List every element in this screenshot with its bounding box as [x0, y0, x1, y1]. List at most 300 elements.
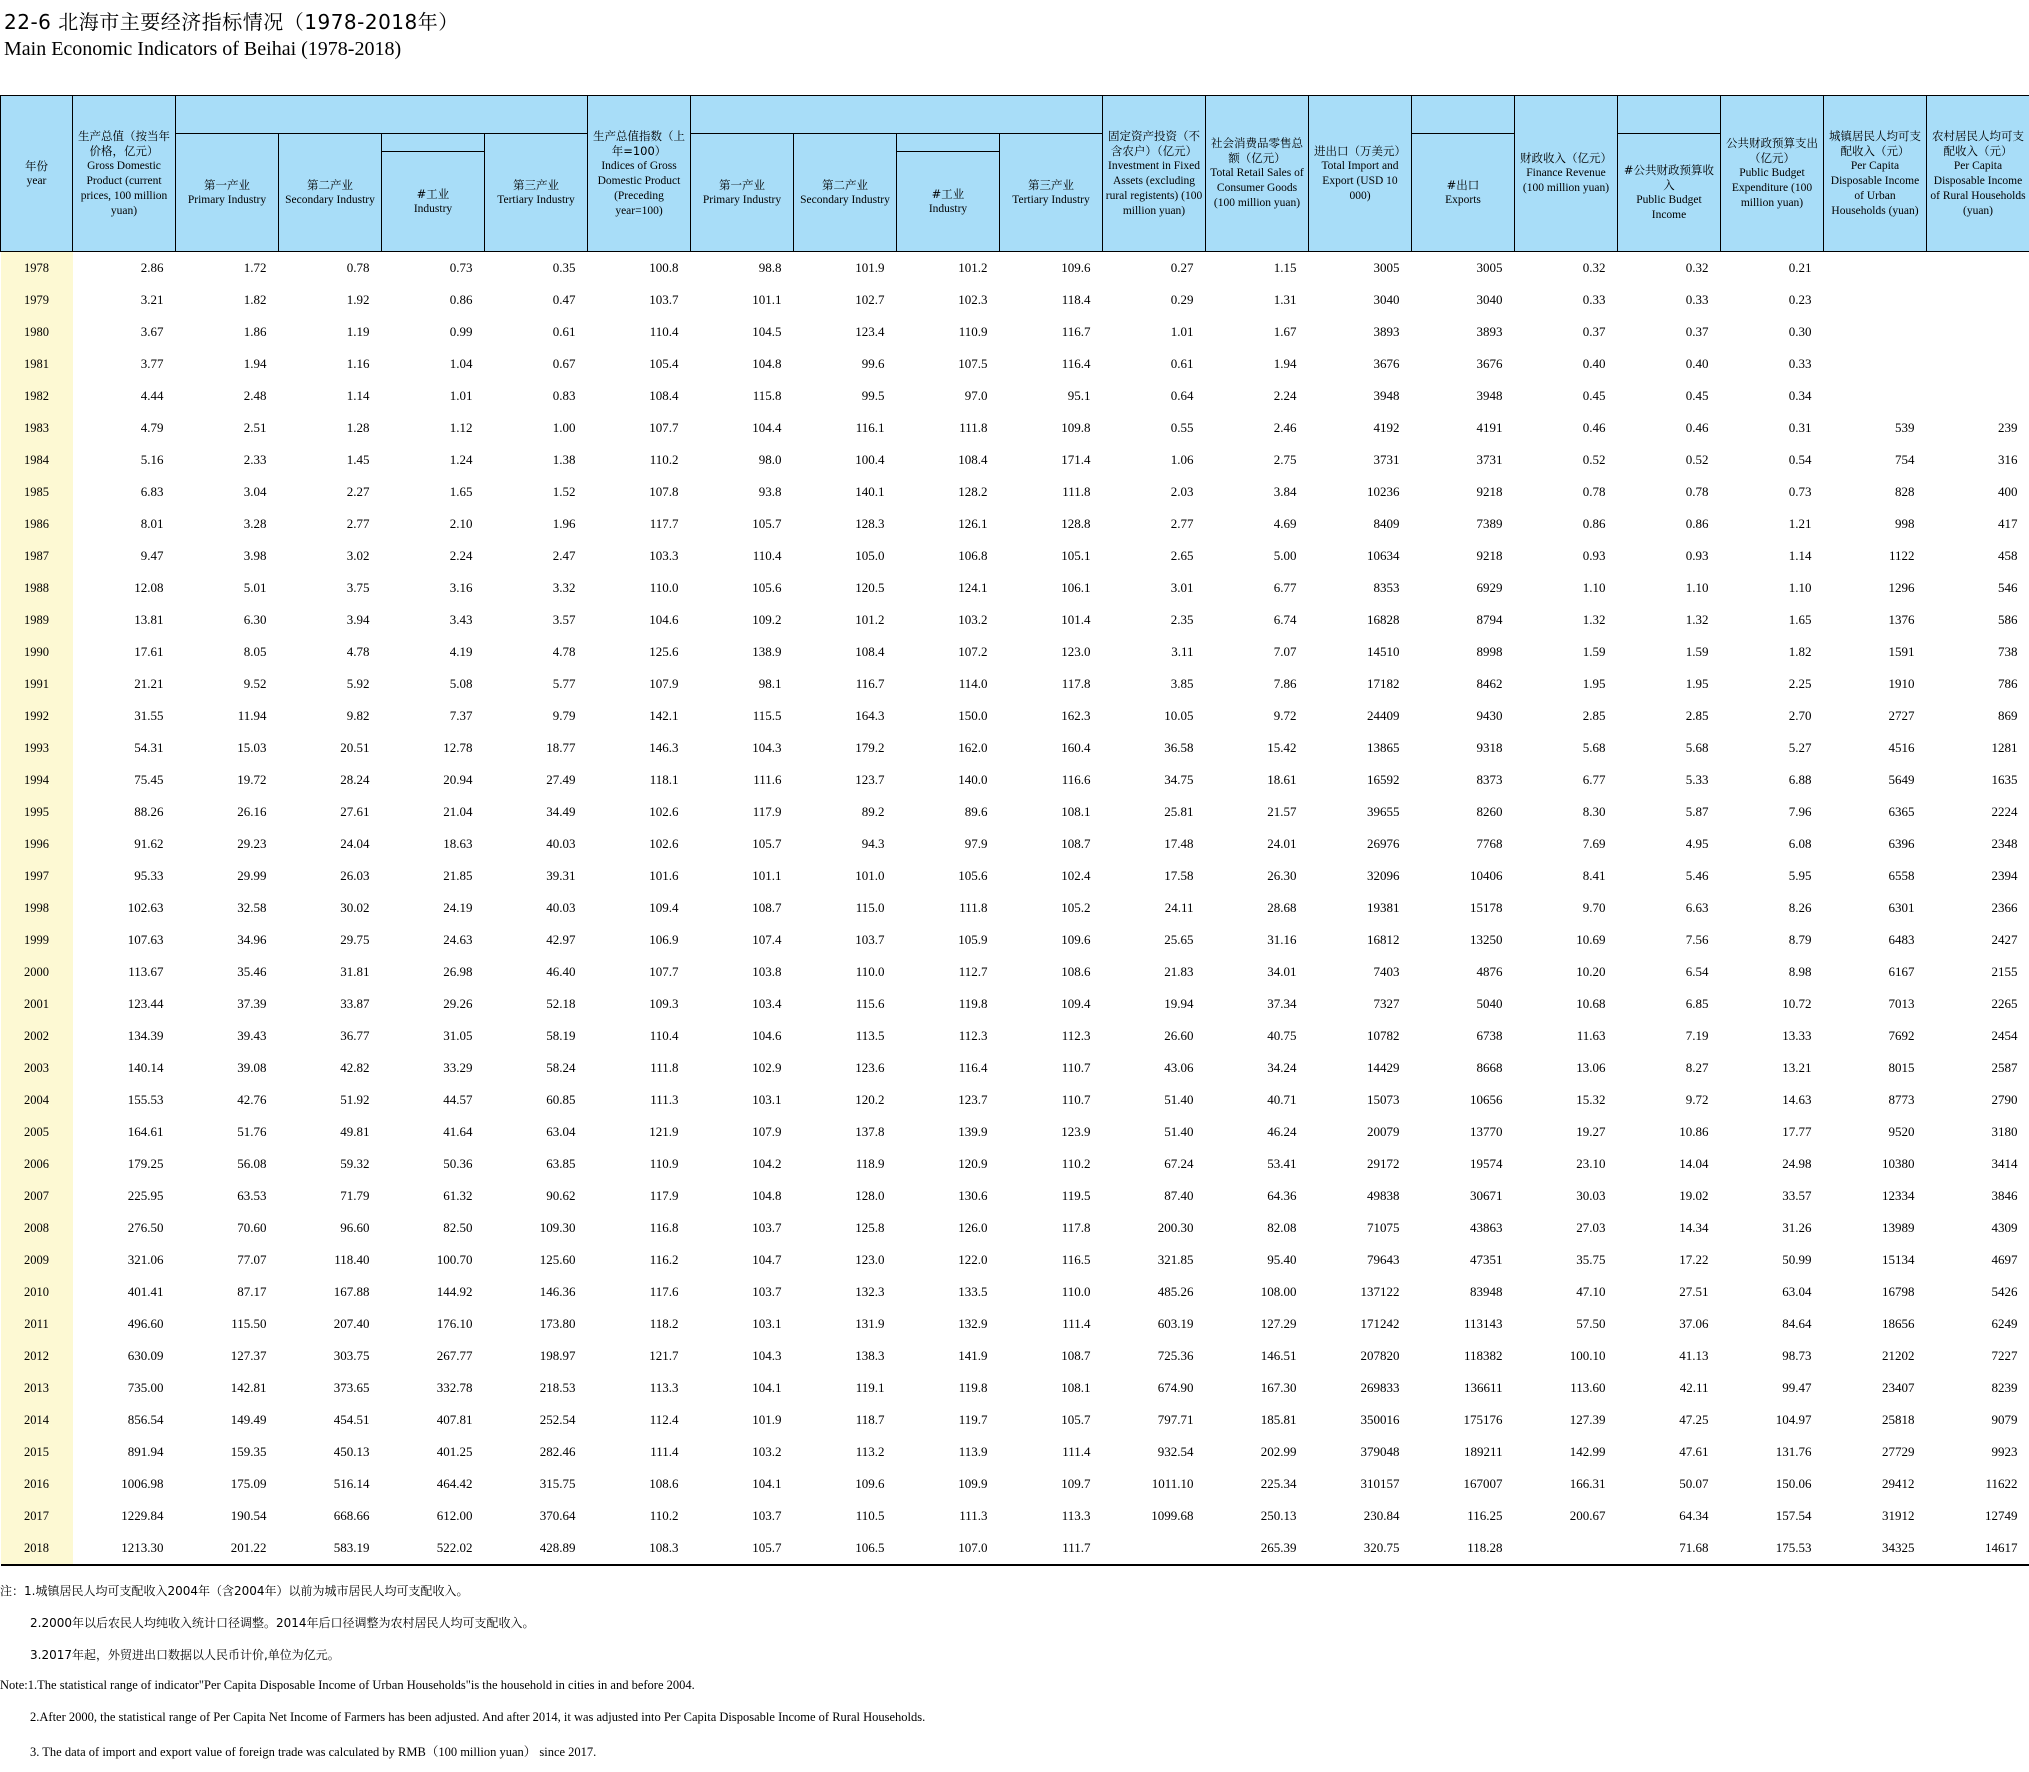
value-cell: 13989 [1882, 1220, 1915, 1235]
value-cell: 105.0 [855, 548, 885, 563]
value-cell: 7327 [1373, 996, 1400, 1011]
table-row [1, 1148, 2029, 1180]
value-cell: 171.4 [1061, 452, 1091, 467]
value-cell: 105.7 [752, 836, 782, 851]
value-cell: 0.61 [552, 324, 576, 339]
note-cn-3: 3.2017年起，外贸进出口数据以人民币计价,单位为亿元。 [30, 1648, 340, 1662]
value-cell: 119.7 [958, 1412, 988, 1427]
value-cell: 3.77 [140, 356, 164, 371]
value-cell: 26.60 [1164, 1028, 1194, 1043]
value-cell: 4.79 [140, 420, 164, 435]
value-cell: 84.64 [1782, 1316, 1812, 1331]
value-cell: 98.73 [1782, 1348, 1812, 1363]
value-cell: 2790 [1991, 1092, 2018, 1107]
value-cell: 8.98 [1788, 964, 1812, 979]
value-cell: 5.00 [1273, 548, 1297, 563]
value-cell: 63.04 [1782, 1284, 1812, 1299]
value-cell: 0.33 [1788, 356, 1812, 371]
value-cell: 141.9 [958, 1348, 988, 1363]
table-row [1, 1020, 2029, 1052]
value-cell: 6.83 [140, 484, 164, 499]
header-finance-revenue: 财政收入（亿元） Finance Revenue (100 million yuan) [1515, 96, 1618, 252]
value-cell: 18.61 [1267, 772, 1297, 787]
value-cell: 496.60 [127, 1316, 164, 1331]
value-cell: 0.37 [1685, 324, 1709, 339]
value-cell: 454.51 [333, 1412, 370, 1427]
table-row [1, 380, 2029, 412]
value-cell: 8668 [1476, 1060, 1503, 1075]
value-cell: 106.8 [958, 548, 988, 563]
table-row [1, 924, 2029, 956]
value-cell: 116.4 [1061, 356, 1091, 371]
table-row [1, 1276, 2029, 1308]
value-cell: 15073 [1367, 1092, 1400, 1107]
value-cell: 88.26 [134, 804, 164, 819]
value-cell: 166.31 [1569, 1476, 1606, 1491]
value-cell: 1281 [1991, 740, 2018, 755]
value-cell: 64.34 [1679, 1508, 1709, 1523]
value-cell: 2.27 [346, 484, 370, 499]
value-cell: 41.13 [1679, 1348, 1709, 1363]
value-cell: 9520 [1888, 1124, 1915, 1139]
value-cell: 51.40 [1164, 1092, 1194, 1107]
table-row [1, 1372, 2029, 1404]
value-cell: 123.7 [958, 1092, 988, 1107]
value-cell: 218.53 [539, 1380, 576, 1395]
value-cell: 113.3 [1061, 1508, 1091, 1523]
value-cell: 350016 [1360, 1412, 1400, 1427]
value-cell: 26.98 [443, 964, 473, 979]
value-cell: 137122 [1360, 1284, 1400, 1299]
value-cell: 123.0 [855, 1252, 885, 1267]
value-cell: 18656 [1882, 1316, 1915, 1331]
value-cell: 34.75 [1164, 772, 1194, 787]
value-cell: 2155 [1991, 964, 2018, 979]
value-cell: 1.59 [1582, 644, 1606, 659]
value-cell: 51.40 [1164, 1124, 1194, 1139]
value-cell: 0.93 [1685, 548, 1709, 563]
value-cell: 2224 [1991, 804, 2018, 819]
value-cell: 111.4 [1062, 1316, 1091, 1331]
value-cell: 1.01 [1170, 324, 1194, 339]
value-cell: 115.8 [752, 388, 782, 403]
value-cell: 8015 [1888, 1060, 1915, 1075]
value-cell: 856.54 [127, 1412, 164, 1427]
value-cell: 0.67 [552, 356, 576, 371]
value-cell: 47.25 [1679, 1412, 1709, 1427]
value-cell: 1.16 [346, 356, 370, 371]
value-cell [1103, 1532, 1206, 1565]
value-cell: 115.6 [855, 996, 885, 1011]
value-cell: 9.82 [346, 708, 370, 723]
value-cell: 159.35 [230, 1444, 267, 1459]
value-cell: 3676 [1476, 356, 1503, 371]
value-cell: 29.23 [237, 836, 267, 851]
value-cell: 118.7 [855, 1412, 885, 1427]
value-cell: 87.40 [1164, 1188, 1194, 1203]
value-cell: 7013 [1888, 996, 1915, 1011]
value-cell: 5.16 [140, 452, 164, 467]
value-cell: 39.31 [546, 868, 576, 883]
value-cell: 108.6 [1061, 964, 1091, 979]
value-cell: 128.0 [855, 1188, 885, 1203]
value-cell: 104.6 [752, 1028, 782, 1043]
value-cell: 1.95 [1685, 676, 1709, 691]
value-cell: 137.8 [855, 1124, 885, 1139]
value-cell: 17.77 [1782, 1124, 1812, 1139]
value-cell: 2366 [1991, 900, 2018, 915]
value-cell: 146.36 [539, 1284, 576, 1299]
value-cell: 1.92 [346, 292, 370, 307]
value-cell: 1.28 [346, 420, 370, 435]
value-cell: 13865 [1367, 740, 1400, 755]
header-investment: 固定资产投资（不含农户）（亿元） Investment in Fixed Assets (excluding rural registents) (100 million yuan) [1103, 96, 1206, 252]
value-cell: 407.81 [436, 1412, 473, 1427]
value-cell: 167.88 [333, 1284, 370, 1299]
value-cell: 111.7 [1000, 1532, 1103, 1565]
value-cell [1824, 284, 1927, 316]
value-cell: 103.4 [752, 996, 782, 1011]
value-cell: 167007 [1463, 1476, 1503, 1491]
header-public-rev-top [1618, 96, 1721, 134]
value-cell: 9430 [1476, 708, 1503, 723]
value-cell: 50.99 [1782, 1252, 1812, 1267]
year-cell: 1985 [1, 476, 73, 508]
value-cell: 2587 [1991, 1060, 2018, 1075]
table-row [1, 252, 2029, 285]
value-cell: 1.45 [346, 452, 370, 467]
value-cell: 104.5 [752, 324, 782, 339]
value-cell: 3.67 [140, 324, 164, 339]
value-cell: 265.39 [1206, 1532, 1309, 1565]
value-cell: 10.86 [1679, 1124, 1709, 1139]
value-cell: 149.49 [230, 1412, 267, 1427]
value-cell: 8353 [1373, 580, 1400, 595]
value-cell: 373.65 [333, 1380, 370, 1395]
value-cell: 107.9 [649, 676, 679, 691]
value-cell: 522.02 [382, 1532, 485, 1565]
value-cell: 16798 [1882, 1284, 1915, 1299]
value-cell: 63.85 [546, 1156, 576, 1171]
value-cell: 252.54 [539, 1412, 576, 1427]
value-cell: 276.50 [127, 1220, 164, 1235]
value-cell: 71075 [1367, 1220, 1400, 1235]
value-cell: 0.86 [1685, 516, 1709, 531]
value-cell: 13.33 [1782, 1028, 1812, 1043]
value-cell: 3948 [1476, 388, 1503, 403]
value-cell: 24.98 [1782, 1156, 1812, 1171]
value-cell: 6738 [1476, 1028, 1503, 1043]
value-cell: 105.9 [958, 932, 988, 947]
value-cell: 5649 [1888, 772, 1915, 787]
value-cell: 1.00 [552, 420, 576, 435]
value-cell: 32096 [1367, 868, 1400, 883]
value-cell: 10380 [1882, 1156, 1915, 1171]
value-cell: 103.7 [752, 1284, 782, 1299]
value-cell: 2.51 [243, 420, 267, 435]
value-cell: 1591 [1888, 644, 1915, 659]
value-cell: 110.0 [649, 580, 679, 595]
value-cell: 107.63 [127, 932, 164, 947]
year-cell: 2018 [1, 1532, 73, 1565]
value-cell: 108.4 [958, 452, 988, 467]
value-cell: 63.53 [237, 1188, 267, 1203]
value-cell: 3676 [1373, 356, 1400, 371]
value-cell: 303.75 [333, 1348, 370, 1363]
value-cell: 105.6 [752, 580, 782, 595]
value-cell: 0.86 [1582, 516, 1606, 531]
value-cell: 49838 [1367, 1188, 1400, 1203]
value-cell: 4516 [1888, 740, 1915, 755]
value-cell: 0.40 [1685, 356, 1709, 371]
year-cell: 1987 [1, 540, 73, 572]
value-cell: 116.5 [1061, 1252, 1091, 1267]
value-cell: 17.22 [1679, 1252, 1709, 1267]
value-cell: 104.8 [752, 1188, 782, 1203]
value-cell: 3.01 [1170, 580, 1194, 595]
value-cell: 17.61 [134, 644, 164, 659]
value-cell: 2265 [1991, 996, 2018, 1011]
value-cell: 101.9 [752, 1412, 782, 1427]
value-cell: 8409 [1373, 516, 1400, 531]
header-gdp-group [176, 96, 588, 134]
value-cell: 3.57 [552, 612, 576, 627]
value-cell: 110.0 [855, 964, 885, 979]
value-cell: 1.52 [552, 484, 576, 499]
value-cell: 4.78 [346, 644, 370, 659]
value-cell: 118.1 [649, 772, 679, 787]
value-cell: 117.9 [649, 1188, 679, 1203]
value-cell: 104.6 [649, 612, 679, 627]
value-cell: 4.78 [552, 644, 576, 659]
value-cell [1824, 252, 1927, 285]
value-cell: 674.90 [1157, 1380, 1194, 1395]
value-cell: 6.54 [1685, 964, 1709, 979]
value-cell: 2348 [1991, 836, 2018, 851]
value-cell: 321.06 [127, 1252, 164, 1267]
table-row [1, 796, 2029, 828]
value-cell: 3040 [1373, 292, 1400, 307]
value-cell: 1376 [1888, 612, 1915, 627]
value-cell: 1.82 [243, 292, 267, 307]
table-row [1, 1244, 2029, 1276]
value-cell: 123.4 [855, 324, 885, 339]
value-cell: 103.3 [649, 548, 679, 563]
value-cell: 1.94 [243, 356, 267, 371]
year-cell: 2009 [1, 1244, 73, 1276]
year-cell: 2014 [1, 1404, 73, 1436]
value-cell: 132.3 [855, 1284, 885, 1299]
value-cell: 0.29 [1170, 292, 1194, 307]
value-cell: 189211 [1463, 1444, 1503, 1459]
value-cell: 176.10 [436, 1316, 473, 1331]
value-cell: 33.87 [340, 996, 370, 1011]
value-cell: 3.28 [243, 516, 267, 531]
value-cell: 2.33 [243, 452, 267, 467]
value-cell: 464.42 [436, 1476, 473, 1491]
value-cell: 110.7 [1061, 1092, 1091, 1107]
value-cell: 3.75 [346, 580, 370, 595]
value-cell: 9.70 [1582, 900, 1606, 915]
value-cell: 21.04 [443, 804, 473, 819]
value-cell: 10.20 [1576, 964, 1606, 979]
header-year: 年份 year [1, 96, 73, 252]
header-public-expenditure: 公共财政预算支出（亿元） Public Budget Expenditure (100 million yuan) [1721, 96, 1824, 252]
value-cell: 118.4 [1061, 292, 1091, 307]
value-cell: 82.50 [443, 1220, 473, 1235]
value-cell: 1296 [1888, 580, 1915, 595]
value-cell: 10634 [1367, 548, 1400, 563]
value-cell: 25.65 [1164, 932, 1194, 947]
value-cell: 4.19 [449, 644, 473, 659]
value-cell: 3.04 [243, 484, 267, 499]
table-row [1, 892, 2029, 924]
value-cell: 13.21 [1782, 1060, 1812, 1075]
value-cell: 10.69 [1576, 932, 1606, 947]
value-cell: 1.67 [1273, 324, 1297, 339]
value-cell: 5.68 [1582, 740, 1606, 755]
value-cell: 121.7 [649, 1348, 679, 1363]
value-cell: 586 [1998, 612, 2018, 627]
value-cell: 16828 [1367, 612, 1400, 627]
value-cell: 2.77 [346, 516, 370, 531]
value-cell: 21.85 [443, 868, 473, 883]
value-cell: 14.63 [1782, 1092, 1812, 1107]
value-cell: 103.1 [752, 1316, 782, 1331]
value-cell: 0.32 [1685, 260, 1709, 275]
value-cell: 33.29 [443, 1060, 473, 1075]
value-cell: 1.21 [1788, 516, 1812, 531]
value-cell: 603.19 [1157, 1316, 1194, 1331]
value-cell: 9.52 [243, 676, 267, 691]
value-cell: 110.4 [649, 324, 679, 339]
value-cell: 29.26 [443, 996, 473, 1011]
value-cell: 1.86 [243, 324, 267, 339]
value-cell: 40.75 [1267, 1028, 1297, 1043]
value-cell: 110.9 [958, 324, 988, 339]
value-cell: 120.2 [855, 1092, 885, 1107]
value-cell: 89.2 [861, 804, 885, 819]
value-cell: 7403 [1373, 964, 1400, 979]
value-cell: 3.21 [140, 292, 164, 307]
value-cell: 102.3 [958, 292, 988, 307]
value-cell: 17.58 [1164, 868, 1194, 883]
value-cell: 3731 [1373, 452, 1400, 467]
value-cell: 131.76 [1775, 1444, 1812, 1459]
value-cell: 142.99 [1569, 1444, 1606, 1459]
value-cell: 123.9 [1061, 1124, 1091, 1139]
note-cn-1: 注：1.城镇居民人均可支配收入2004年（含2004年）以前为城市居民人均可支配收入。 [0, 1584, 469, 1598]
value-cell: 1006.98 [121, 1476, 164, 1491]
value-cell: 6.88 [1788, 772, 1812, 787]
value-cell: 115.5 [752, 708, 782, 723]
value-cell: 115.50 [231, 1316, 267, 1331]
value-cell: 19.27 [1576, 1124, 1606, 1139]
value-cell: 114.0 [958, 676, 988, 691]
value-cell: 7.07 [1273, 644, 1297, 659]
value-cell: 111.8 [959, 420, 988, 435]
value-cell: 82.08 [1267, 1220, 1297, 1235]
value-cell: 104.3 [752, 740, 782, 755]
header-public-revenue: #公共财政预算收入 Public Budget Income [1618, 134, 1721, 252]
value-cell: 6483 [1888, 932, 1915, 947]
value-cell: 24.04 [340, 836, 370, 851]
year-cell: 1991 [1, 668, 73, 700]
value-cell: 891.94 [127, 1444, 164, 1459]
value-cell: 27.49 [546, 772, 576, 787]
value-cell: 7768 [1476, 836, 1503, 851]
table-row [1, 1212, 2029, 1244]
value-cell: 104.7 [752, 1252, 782, 1267]
value-cell: 128.8 [1061, 516, 1091, 531]
value-cell: 320.75 [1309, 1532, 1412, 1565]
value-cell: 0.34 [1788, 388, 1812, 403]
value-cell: 116.25 [1467, 1508, 1503, 1523]
value-cell: 31.81 [340, 964, 370, 979]
value-cell: 113.9 [958, 1444, 988, 1459]
value-cell: 401.41 [127, 1284, 164, 1299]
value-cell: 3.32 [552, 580, 576, 595]
value-cell: 59.32 [340, 1156, 370, 1171]
year-cell: 1979 [1, 284, 73, 316]
value-cell: 13250 [1470, 932, 1503, 947]
value-cell: 98.1 [758, 676, 782, 691]
value-cell: 239 [1998, 420, 2018, 435]
value-cell: 0.21 [1788, 260, 1812, 275]
value-cell: 8462 [1476, 676, 1503, 691]
year-cell: 2010 [1, 1276, 73, 1308]
value-cell: 105.7 [691, 1532, 794, 1565]
value-cell: 3893 [1476, 324, 1503, 339]
value-cell: 110.4 [649, 1028, 679, 1043]
value-cell: 0.46 [1685, 420, 1709, 435]
value-cell: 6249 [1991, 1316, 2018, 1331]
value-cell: 107.9 [752, 1124, 782, 1139]
value-cell: 1.14 [346, 388, 370, 403]
value-cell: 108.6 [649, 1476, 679, 1491]
value-cell: 34.24 [1267, 1060, 1297, 1075]
value-cell: 111.3 [650, 1092, 679, 1107]
header-gdp-industry: #工业 Industry [382, 152, 485, 252]
value-cell: 200.30 [1157, 1220, 1194, 1235]
value-cell: 1.12 [449, 420, 473, 435]
value-cell: 485.26 [1157, 1284, 1194, 1299]
value-cell: 0.83 [552, 388, 576, 403]
value-cell: 107.4 [752, 932, 782, 947]
value-cell: 155.53 [127, 1092, 164, 1107]
value-cell: 117.6 [649, 1284, 679, 1299]
value-cell: 417 [1998, 516, 2018, 531]
value-cell: 64.36 [1267, 1188, 1297, 1203]
year-cell: 2005 [1, 1116, 73, 1148]
year-cell: 1982 [1, 380, 73, 412]
value-cell: 7.86 [1273, 676, 1297, 691]
value-cell: 94.3 [861, 836, 885, 851]
value-cell: 8373 [1476, 772, 1503, 787]
value-cell: 4191 [1476, 420, 1503, 435]
value-cell: 21.57 [1267, 804, 1297, 819]
value-cell: 46.40 [546, 964, 576, 979]
year-cell: 1988 [1, 572, 73, 604]
year-cell: 2016 [1, 1468, 73, 1500]
value-cell: 103.8 [752, 964, 782, 979]
value-cell: 1.10 [1788, 580, 1812, 595]
value-cell: 109.4 [649, 900, 679, 915]
value-cell: 37.06 [1679, 1316, 1709, 1331]
value-cell: 29.75 [340, 932, 370, 947]
value-cell: 10.05 [1164, 708, 1194, 723]
value-cell: 63.04 [546, 1124, 576, 1139]
